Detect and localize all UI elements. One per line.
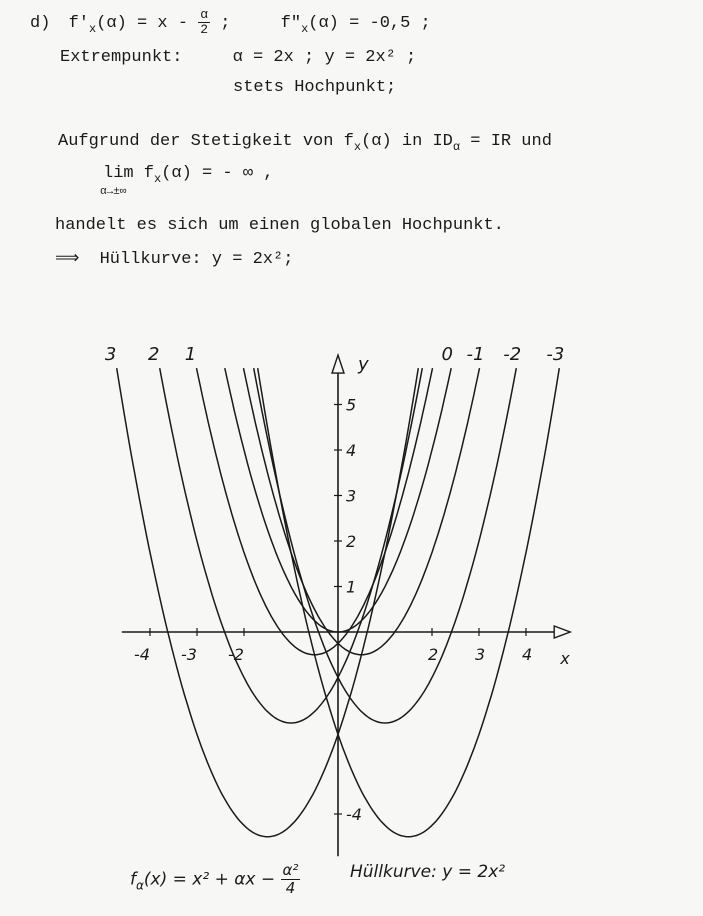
second-derivative	[280, 13, 431, 36]
x-tick-label: 3	[475, 645, 486, 664]
parabola-curve	[197, 368, 433, 655]
f1-subscript: x	[89, 21, 97, 36]
implies-arrow-icon: ⟹	[55, 250, 80, 269]
reason-conclusion: handelt es sich um einen globalen Hochpunkt.	[55, 216, 504, 235]
reason-text-b: (α) in ID	[361, 132, 453, 151]
parabola-label: 1	[184, 344, 197, 366]
y-tick-label: 4	[346, 441, 357, 460]
parabola-curve	[254, 368, 517, 723]
part-label: d)	[30, 13, 51, 33]
limit-subscript: x	[154, 172, 162, 186]
y-tick-label: -4	[346, 805, 362, 824]
reason-line-1	[58, 132, 552, 154]
formula-f: f	[130, 869, 136, 890]
limit-text: lim f	[103, 164, 155, 183]
first-derivative	[68, 7, 241, 37]
limit-line	[103, 164, 273, 186]
f1-denominator: 2	[200, 22, 209, 37]
x-tick-label: 2	[428, 645, 439, 664]
formula-expression: (x) = x² + αx −	[143, 869, 276, 890]
y-tick-label: 3	[346, 486, 357, 506]
f2-expression: (α) = -0,5 ;	[308, 13, 431, 33]
extrem-values: α = 2x ; y = 2x² ;	[232, 48, 417, 67]
parabola-label: -3	[546, 344, 565, 366]
formula-denominator: 4	[285, 879, 296, 897]
reason-text-a: Aufgrund der Stetigkeit von f	[58, 132, 354, 151]
parabola-label: -2	[503, 344, 522, 366]
parabola-curve	[244, 368, 480, 655]
f2-symbol: f"	[280, 13, 302, 33]
x-tick-label: -3	[181, 645, 197, 664]
reason-subscript-x: x	[353, 140, 362, 154]
f1-numerator: α	[200, 7, 209, 22]
y-tick-label: 2	[346, 532, 357, 551]
f1-expression: (α) = x -	[96, 13, 199, 33]
reason-text-c: = IR und	[460, 132, 552, 151]
f1-fraction	[198, 8, 210, 37]
extrem-line	[60, 48, 416, 67]
y-axis-label: y	[358, 354, 369, 376]
formula-subscript: α	[136, 878, 144, 893]
parabola-label: 3	[104, 344, 117, 366]
parabola-curve	[160, 368, 423, 723]
parabola-family-chart	[0, 300, 703, 860]
x-axis-label: x	[560, 649, 570, 668]
f2-subscript: x	[301, 21, 309, 36]
reason-subscript-alpha: α	[452, 140, 461, 154]
family-formula	[130, 862, 300, 897]
parabola-label: 0	[441, 344, 453, 366]
y-tick-label: 1	[346, 577, 357, 597]
formula-numerator: α²	[282, 861, 299, 879]
y-tick-label: 5	[346, 395, 357, 415]
derivatives-line	[30, 8, 431, 37]
extrem-nature: stets Hochpunkt;	[233, 78, 397, 97]
f1-end: ;	[220, 13, 231, 33]
extrem-label: Extrempunkt:	[60, 48, 183, 67]
parabola-label: 2	[148, 344, 160, 366]
x-axis-arrow-icon	[554, 626, 570, 638]
envelope-line	[55, 248, 293, 269]
x-tick-label: 4	[522, 645, 533, 664]
formula-fraction	[281, 862, 301, 897]
x-tick-label: -2	[228, 645, 244, 664]
parabola-label: -1	[466, 344, 485, 366]
x-tick-label: -4	[134, 645, 150, 664]
limit-approach: α→±∞	[100, 186, 127, 198]
y-axis-arrow-icon	[332, 355, 344, 373]
limit-value: (α) = - ∞ ,	[161, 164, 274, 183]
f1-symbol: f'	[68, 13, 90, 33]
envelope-caption: Hüllkurve: y = 2x²	[350, 862, 506, 882]
envelope-text: Hüllkurve: y = 2x²;	[99, 250, 294, 269]
